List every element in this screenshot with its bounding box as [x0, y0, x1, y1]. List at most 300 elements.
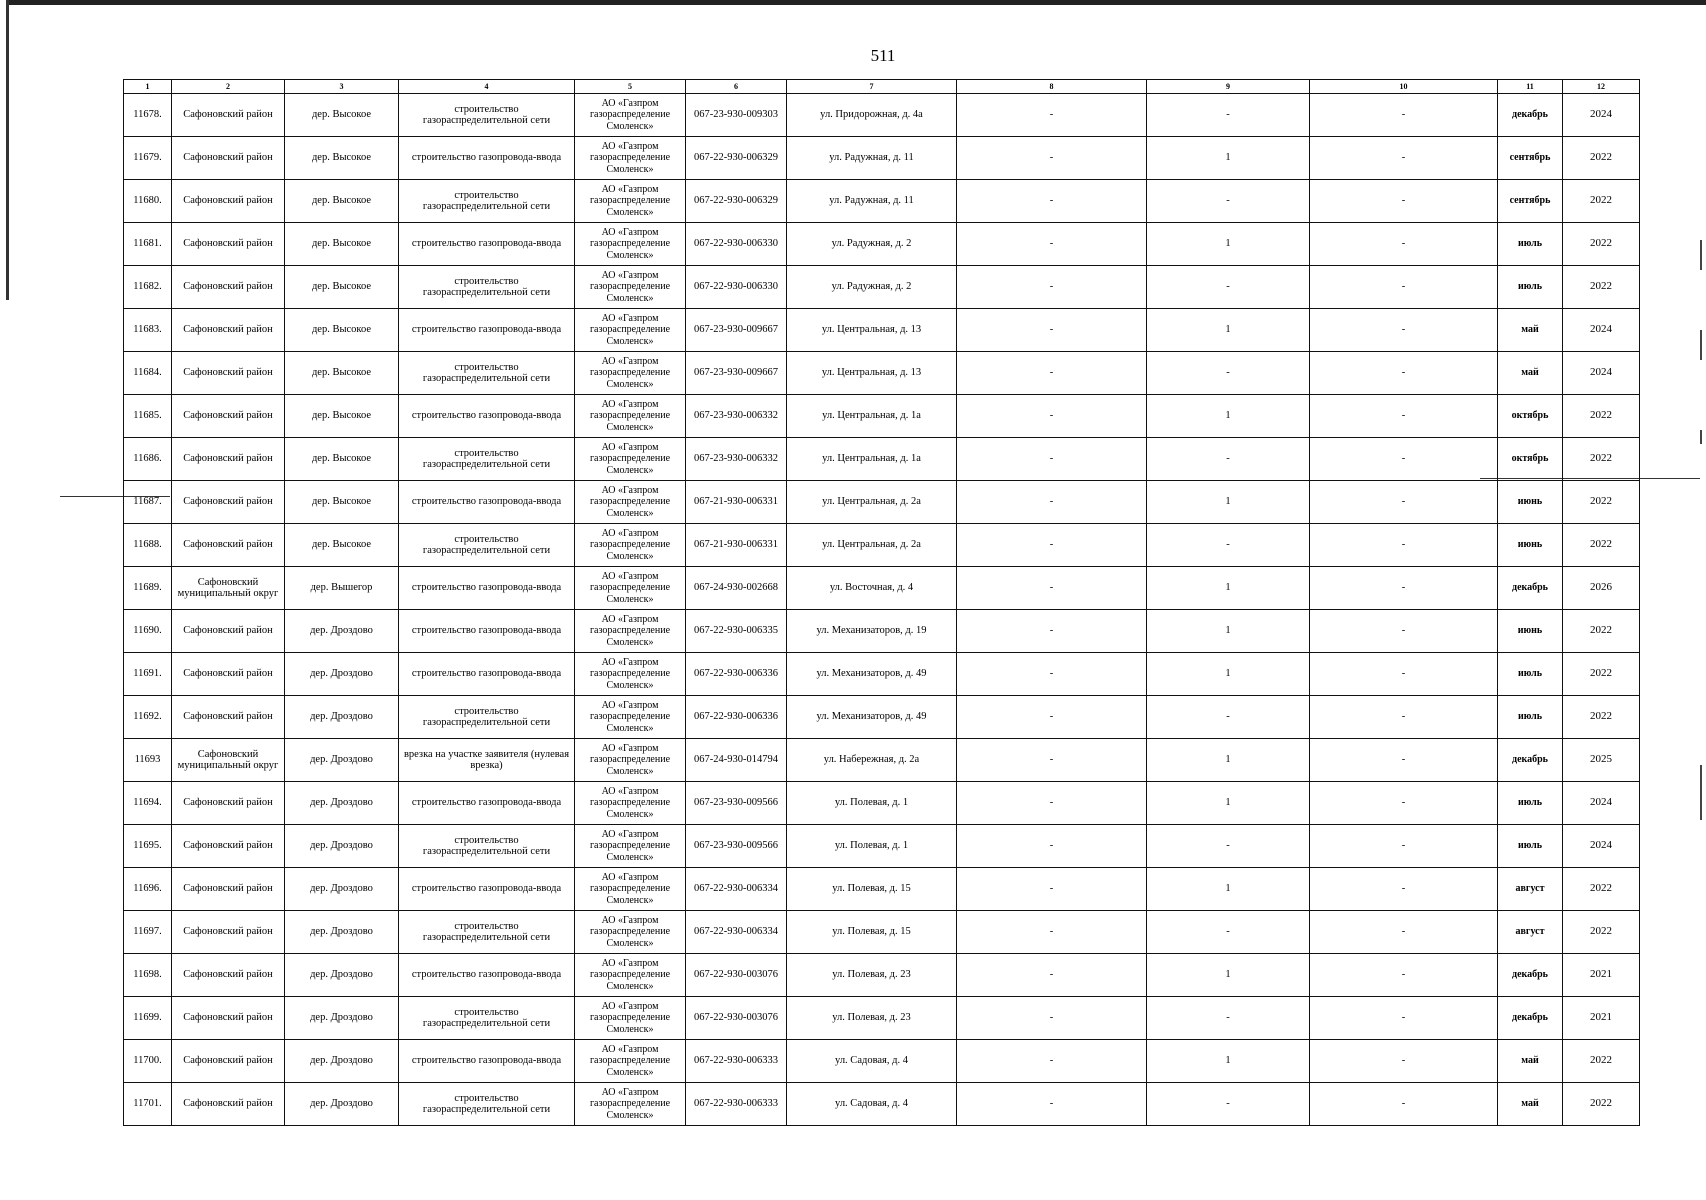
application-number-cell: 067-21-930-006331: [686, 481, 787, 524]
organization-cell: АО «Газпром газораспределение Смоленск»: [575, 180, 686, 223]
table-row: [124, 739, 1640, 782]
column-8-cell: -: [957, 395, 1147, 438]
column-9-cell: -: [1147, 352, 1310, 395]
year-cell: 2024: [1563, 309, 1640, 352]
column-10-cell: -: [1310, 438, 1498, 481]
column-9-cell: 1: [1147, 309, 1310, 352]
column-10-cell: -: [1310, 739, 1498, 782]
column-10-cell: -: [1310, 954, 1498, 997]
record-number-cell: 11678.: [124, 94, 172, 137]
address-cell: ул. Центральная, д. 13: [787, 309, 957, 352]
district-cell: Сафоновский район: [172, 1083, 285, 1126]
year-cell: 2022: [1563, 1083, 1640, 1126]
settlement-cell: дер. Высокое: [285, 309, 399, 352]
column-9-cell: 1: [1147, 395, 1310, 438]
work-type-cell: врезка на участке заявителя (нулевая врезка): [399, 739, 575, 782]
district-cell: Сафоновский район: [172, 352, 285, 395]
table-row: [124, 266, 1640, 309]
application-number-cell: 067-23-930-006332: [686, 438, 787, 481]
table-row: [124, 868, 1640, 911]
application-number-cell: 067-23-930-009667: [686, 309, 787, 352]
column-8-cell: -: [957, 825, 1147, 868]
year-cell: 2022: [1563, 180, 1640, 223]
table-row: [124, 610, 1640, 653]
column-8-cell: -: [957, 524, 1147, 567]
column-9-cell: -: [1147, 94, 1310, 137]
column-8-cell: -: [957, 567, 1147, 610]
address-cell: ул. Полевая, д. 15: [787, 911, 957, 954]
column-10-cell: -: [1310, 180, 1498, 223]
organization-cell: АО «Газпром газораспределение Смоленск»: [575, 782, 686, 825]
record-number-cell: 11688.: [124, 524, 172, 567]
settlement-cell: дер. Дроздово: [285, 954, 399, 997]
application-number-cell: 067-22-930-006330: [686, 266, 787, 309]
district-cell: Сафоновский район: [172, 481, 285, 524]
table-row: [124, 1083, 1640, 1126]
column-9-cell: 1: [1147, 782, 1310, 825]
record-number-cell: 11692.: [124, 696, 172, 739]
settlement-cell: дер. Высокое: [285, 481, 399, 524]
column-8-cell: -: [957, 481, 1147, 524]
application-number-cell: 067-22-930-006334: [686, 868, 787, 911]
application-number-cell: 067-23-930-009303: [686, 94, 787, 137]
column-9-cell: 1: [1147, 653, 1310, 696]
work-type-cell: строительство газопровода-ввода: [399, 567, 575, 610]
scan-border-left: [6, 0, 9, 300]
month-cell: июль: [1498, 696, 1563, 739]
column-8-cell: -: [957, 739, 1147, 782]
work-type-cell: строительство газопровода-ввода: [399, 223, 575, 266]
record-number-cell: 11696.: [124, 868, 172, 911]
column-8-cell: -: [957, 352, 1147, 395]
organization-cell: АО «Газпром газораспределение Смоленск»: [575, 266, 686, 309]
organization-cell: АО «Газпром газораспределение Смоленск»: [575, 438, 686, 481]
header-row: [124, 80, 1640, 94]
address-cell: ул. Центральная, д. 13: [787, 352, 957, 395]
column-9-cell: 1: [1147, 868, 1310, 911]
district-cell: Сафоновский район: [172, 309, 285, 352]
column-header: 10: [1310, 80, 1498, 94]
scan-artifact-mark: [1700, 240, 1702, 270]
work-type-cell: строительство газораспределительной сети: [399, 997, 575, 1040]
column-8-cell: -: [957, 438, 1147, 481]
year-cell: 2022: [1563, 438, 1640, 481]
application-number-cell: 067-22-930-003076: [686, 954, 787, 997]
column-header: 2: [172, 80, 285, 94]
settlement-cell: дер. Дроздово: [285, 868, 399, 911]
column-10-cell: -: [1310, 782, 1498, 825]
work-type-cell: строительство газопровода-ввода: [399, 653, 575, 696]
work-type-cell: строительство газораспределительной сети: [399, 438, 575, 481]
record-number-cell: 11690.: [124, 610, 172, 653]
organization-cell: АО «Газпром газораспределение Смоленск»: [575, 1083, 686, 1126]
table-row: [124, 352, 1640, 395]
scan-artifact-mark: [1700, 330, 1702, 360]
table-row: [124, 180, 1640, 223]
column-9-cell: -: [1147, 696, 1310, 739]
address-cell: ул. Полевая, д. 23: [787, 954, 957, 997]
month-cell: июль: [1498, 266, 1563, 309]
organization-cell: АО «Газпром газораспределение Смоленск»: [575, 395, 686, 438]
column-10-cell: -: [1310, 1083, 1498, 1126]
year-cell: 2022: [1563, 137, 1640, 180]
settlement-cell: дер. Высокое: [285, 223, 399, 266]
column-9-cell: 1: [1147, 223, 1310, 266]
organization-cell: АО «Газпром газораспределение Смоленск»: [575, 653, 686, 696]
address-cell: ул. Садовая, д. 4: [787, 1083, 957, 1126]
work-type-cell: строительство газораспределительной сети: [399, 696, 575, 739]
work-type-cell: строительство газораспределительной сети: [399, 180, 575, 223]
record-number-cell: 11683.: [124, 309, 172, 352]
month-cell: декабрь: [1498, 997, 1563, 1040]
record-number-cell: 11681.: [124, 223, 172, 266]
column-10-cell: -: [1310, 825, 1498, 868]
column-8-cell: -: [957, 868, 1147, 911]
address-cell: ул. Восточная, д. 4: [787, 567, 957, 610]
column-10-cell: -: [1310, 696, 1498, 739]
organization-cell: АО «Газпром газораспределение Смоленск»: [575, 481, 686, 524]
column-10-cell: -: [1310, 524, 1498, 567]
organization-cell: АО «Газпром газораспределение Смоленск»: [575, 137, 686, 180]
settlement-cell: дер. Высокое: [285, 137, 399, 180]
work-type-cell: строительство газопровода-ввода: [399, 954, 575, 997]
year-cell: 2021: [1563, 954, 1640, 997]
column-8-cell: -: [957, 782, 1147, 825]
settlement-cell: дер. Дроздово: [285, 696, 399, 739]
table-row: [124, 782, 1640, 825]
year-cell: 2022: [1563, 524, 1640, 567]
work-type-cell: строительство газораспределительной сети: [399, 825, 575, 868]
record-number-cell: 11685.: [124, 395, 172, 438]
column-8-cell: -: [957, 94, 1147, 137]
address-cell: ул. Садовая, д. 4: [787, 1040, 957, 1083]
column-header: 5: [575, 80, 686, 94]
column-9-cell: -: [1147, 266, 1310, 309]
scan-border-top: [8, 0, 1706, 5]
address-cell: ул. Придорожная, д. 4а: [787, 94, 957, 137]
column-10-cell: -: [1310, 567, 1498, 610]
application-number-cell: 067-22-930-006330: [686, 223, 787, 266]
scan-artifact-mark: [1700, 765, 1702, 820]
table-row: [124, 954, 1640, 997]
organization-cell: АО «Газпром газораспределение Смоленск»: [575, 1040, 686, 1083]
district-cell: Сафоновский муниципальный округ: [172, 739, 285, 782]
column-10-cell: -: [1310, 868, 1498, 911]
record-number-cell: 11680.: [124, 180, 172, 223]
column-9-cell: -: [1147, 825, 1310, 868]
table-row: [124, 1040, 1640, 1083]
work-type-cell: строительство газораспределительной сети: [399, 352, 575, 395]
address-cell: ул. Радужная, д. 11: [787, 180, 957, 223]
address-cell: ул. Радужная, д. 2: [787, 266, 957, 309]
organization-cell: АО «Газпром газораспределение Смоленск»: [575, 567, 686, 610]
column-10-cell: -: [1310, 223, 1498, 266]
month-cell: июнь: [1498, 481, 1563, 524]
column-10-cell: -: [1310, 395, 1498, 438]
work-type-cell: строительство газопровода-ввода: [399, 782, 575, 825]
district-cell: Сафоновский район: [172, 395, 285, 438]
year-cell: 2022: [1563, 868, 1640, 911]
application-number-cell: 067-23-930-009667: [686, 352, 787, 395]
column-10-cell: -: [1310, 1040, 1498, 1083]
work-type-cell: строительство газораспределительной сети: [399, 911, 575, 954]
column-9-cell: 1: [1147, 137, 1310, 180]
application-number-cell: 067-24-930-002668: [686, 567, 787, 610]
table-row: [124, 825, 1640, 868]
column-9-cell: 1: [1147, 567, 1310, 610]
table-row: [124, 524, 1640, 567]
application-number-cell: 067-21-930-006331: [686, 524, 787, 567]
address-cell: ул. Полевая, д. 1: [787, 825, 957, 868]
application-number-cell: 067-22-930-006336: [686, 696, 787, 739]
month-cell: июнь: [1498, 524, 1563, 567]
year-cell: 2025: [1563, 739, 1640, 782]
year-cell: 2024: [1563, 352, 1640, 395]
column-8-cell: -: [957, 653, 1147, 696]
column-9-cell: 1: [1147, 610, 1310, 653]
organization-cell: АО «Газпром газораспределение Смоленск»: [575, 868, 686, 911]
year-cell: 2024: [1563, 94, 1640, 137]
settlement-cell: дер. Дроздово: [285, 653, 399, 696]
district-cell: Сафоновский район: [172, 223, 285, 266]
record-number-cell: 11693: [124, 739, 172, 782]
column-10-cell: -: [1310, 352, 1498, 395]
address-cell: ул. Механизаторов, д. 19: [787, 610, 957, 653]
organization-cell: АО «Газпром газораспределение Смоленск»: [575, 954, 686, 997]
record-number-cell: 11701.: [124, 1083, 172, 1126]
settlement-cell: дер. Вышегор: [285, 567, 399, 610]
organization-cell: АО «Газпром газораспределение Смоленск»: [575, 352, 686, 395]
column-9-cell: -: [1147, 1083, 1310, 1126]
record-number-cell: 11679.: [124, 137, 172, 180]
work-type-cell: строительство газораспределительной сети: [399, 94, 575, 137]
settlement-cell: дер. Высокое: [285, 438, 399, 481]
address-cell: ул. Радужная, д. 11: [787, 137, 957, 180]
district-cell: Сафоновский район: [172, 137, 285, 180]
column-9-cell: -: [1147, 997, 1310, 1040]
month-cell: июль: [1498, 825, 1563, 868]
column-8-cell: -: [957, 266, 1147, 309]
address-cell: ул. Набережная, д. 2а: [787, 739, 957, 782]
column-8-cell: -: [957, 911, 1147, 954]
month-cell: август: [1498, 911, 1563, 954]
address-cell: ул. Полевая, д. 23: [787, 997, 957, 1040]
column-8-cell: -: [957, 696, 1147, 739]
year-cell: 2022: [1563, 610, 1640, 653]
record-number-cell: 11682.: [124, 266, 172, 309]
record-number-cell: 11697.: [124, 911, 172, 954]
address-cell: ул. Центральная, д. 1а: [787, 395, 957, 438]
month-cell: октябрь: [1498, 438, 1563, 481]
record-number-cell: 11695.: [124, 825, 172, 868]
month-cell: сентябрь: [1498, 180, 1563, 223]
month-cell: июль: [1498, 653, 1563, 696]
year-cell: 2022: [1563, 395, 1640, 438]
organization-cell: АО «Газпром газораспределение Смоленск»: [575, 309, 686, 352]
record-number-cell: 11687.: [124, 481, 172, 524]
settlement-cell: дер. Высокое: [285, 352, 399, 395]
column-header: 11: [1498, 80, 1563, 94]
work-type-cell: строительство газопровода-ввода: [399, 868, 575, 911]
column-10-cell: -: [1310, 997, 1498, 1040]
district-cell: Сафоновский район: [172, 825, 285, 868]
settlement-cell: дер. Дроздово: [285, 825, 399, 868]
district-cell: Сафоновский район: [172, 653, 285, 696]
application-number-cell: 067-22-930-003076: [686, 997, 787, 1040]
year-cell: 2026: [1563, 567, 1640, 610]
settlement-cell: дер. Высокое: [285, 524, 399, 567]
table-row: [124, 438, 1640, 481]
application-number-cell: 067-23-930-009566: [686, 782, 787, 825]
column-10-cell: -: [1310, 481, 1498, 524]
column-header: 7: [787, 80, 957, 94]
column-header: 1: [124, 80, 172, 94]
district-cell: Сафоновский муниципальный округ: [172, 567, 285, 610]
month-cell: декабрь: [1498, 94, 1563, 137]
settlement-cell: дер. Дроздово: [285, 782, 399, 825]
page-number: 511: [870, 46, 896, 65]
organization-cell: АО «Газпром газораспределение Смоленск»: [575, 610, 686, 653]
scan-artifact-mark: [1700, 430, 1702, 444]
column-header: 3: [285, 80, 399, 94]
year-cell: 2022: [1563, 1040, 1640, 1083]
address-cell: ул. Радужная, д. 2: [787, 223, 957, 266]
column-header: 8: [957, 80, 1147, 94]
column-8-cell: -: [957, 180, 1147, 223]
column-10-cell: -: [1310, 653, 1498, 696]
month-cell: декабрь: [1498, 739, 1563, 782]
table-row: [124, 309, 1640, 352]
district-cell: Сафоновский район: [172, 997, 285, 1040]
table-row: [124, 997, 1640, 1040]
column-8-cell: -: [957, 309, 1147, 352]
settlement-cell: дер. Дроздово: [285, 1083, 399, 1126]
application-number-cell: 067-22-930-006333: [686, 1083, 787, 1126]
record-number-cell: 11698.: [124, 954, 172, 997]
work-type-cell: строительство газопровода-ввода: [399, 610, 575, 653]
settlement-cell: дер. Дроздово: [285, 1040, 399, 1083]
month-cell: июль: [1498, 223, 1563, 266]
application-number-cell: 067-22-930-006336: [686, 653, 787, 696]
record-number-cell: 11700.: [124, 1040, 172, 1083]
column-9-cell: -: [1147, 911, 1310, 954]
record-number-cell: 11689.: [124, 567, 172, 610]
organization-cell: АО «Газпром газораспределение Смоленск»: [575, 825, 686, 868]
month-cell: декабрь: [1498, 954, 1563, 997]
settlement-cell: дер. Дроздово: [285, 911, 399, 954]
column-8-cell: -: [957, 610, 1147, 653]
district-cell: Сафоновский район: [172, 782, 285, 825]
address-cell: ул. Полевая, д. 1: [787, 782, 957, 825]
column-header: 6: [686, 80, 787, 94]
year-cell: 2022: [1563, 223, 1640, 266]
application-number-cell: 067-22-930-006334: [686, 911, 787, 954]
month-cell: июль: [1498, 782, 1563, 825]
organization-cell: АО «Газпром газораспределение Смоленск»: [575, 997, 686, 1040]
record-number-cell: 11686.: [124, 438, 172, 481]
organization-cell: АО «Газпром газораспределение Смоленск»: [575, 696, 686, 739]
table-row: [124, 653, 1640, 696]
month-cell: май: [1498, 1083, 1563, 1126]
record-number-cell: 11694.: [124, 782, 172, 825]
record-number-cell: 11684.: [124, 352, 172, 395]
settlement-cell: дер. Дроздово: [285, 610, 399, 653]
work-type-cell: строительство газораспределительной сети: [399, 1083, 575, 1126]
column-9-cell: -: [1147, 524, 1310, 567]
column-10-cell: -: [1310, 94, 1498, 137]
settlement-cell: дер. Высокое: [285, 94, 399, 137]
district-cell: Сафоновский район: [172, 911, 285, 954]
column-9-cell: 1: [1147, 481, 1310, 524]
year-cell: 2022: [1563, 696, 1640, 739]
registry-table: [123, 79, 1640, 1126]
table-body: [124, 94, 1640, 1126]
application-number-cell: 067-22-930-006329: [686, 180, 787, 223]
application-number-cell: 067-22-930-006329: [686, 137, 787, 180]
address-cell: ул. Центральная, д. 1а: [787, 438, 957, 481]
column-10-cell: -: [1310, 911, 1498, 954]
table-row: [124, 567, 1640, 610]
work-type-cell: строительство газопровода-ввода: [399, 395, 575, 438]
month-cell: май: [1498, 352, 1563, 395]
district-cell: Сафоновский район: [172, 524, 285, 567]
district-cell: Сафоновский район: [172, 696, 285, 739]
year-cell: 2022: [1563, 481, 1640, 524]
work-type-cell: строительство газопровода-ввода: [399, 137, 575, 180]
address-cell: ул. Механизаторов, д. 49: [787, 653, 957, 696]
column-header: 12: [1563, 80, 1640, 94]
column-9-cell: 1: [1147, 739, 1310, 782]
address-cell: ул. Полевая, д. 15: [787, 868, 957, 911]
district-cell: Сафоновский район: [172, 868, 285, 911]
table-row: [124, 223, 1640, 266]
district-cell: Сафоновский район: [172, 1040, 285, 1083]
organization-cell: АО «Газпром газораспределение Смоленск»: [575, 223, 686, 266]
record-number-cell: 11699.: [124, 997, 172, 1040]
column-9-cell: -: [1147, 438, 1310, 481]
organization-cell: АО «Газпром газораспределение Смоленск»: [575, 94, 686, 137]
district-cell: Сафоновский район: [172, 94, 285, 137]
column-8-cell: -: [957, 223, 1147, 266]
record-number-cell: 11691.: [124, 653, 172, 696]
settlement-cell: дер. Высокое: [285, 395, 399, 438]
month-cell: июнь: [1498, 610, 1563, 653]
year-cell: 2021: [1563, 997, 1640, 1040]
application-number-cell: 067-22-930-006333: [686, 1040, 787, 1083]
district-cell: Сафоновский район: [172, 438, 285, 481]
month-cell: май: [1498, 309, 1563, 352]
work-type-cell: строительство газопровода-ввода: [399, 481, 575, 524]
work-type-cell: строительство газораспределительной сети: [399, 266, 575, 309]
application-number-cell: 067-23-930-006332: [686, 395, 787, 438]
year-cell: 2022: [1563, 266, 1640, 309]
month-cell: август: [1498, 868, 1563, 911]
column-8-cell: -: [957, 997, 1147, 1040]
year-cell: 2024: [1563, 782, 1640, 825]
settlement-cell: дер. Дроздово: [285, 739, 399, 782]
column-8-cell: -: [957, 1083, 1147, 1126]
district-cell: Сафоновский район: [172, 610, 285, 653]
address-cell: ул. Механизаторов, д. 49: [787, 696, 957, 739]
settlement-cell: дер. Высокое: [285, 266, 399, 309]
month-cell: декабрь: [1498, 567, 1563, 610]
table-row: [124, 911, 1640, 954]
month-cell: сентябрь: [1498, 137, 1563, 180]
application-number-cell: 067-22-930-006335: [686, 610, 787, 653]
organization-cell: АО «Газпром газораспределение Смоленск»: [575, 739, 686, 782]
organization-cell: АО «Газпром газораспределение Смоленск»: [575, 911, 686, 954]
district-cell: Сафоновский район: [172, 180, 285, 223]
